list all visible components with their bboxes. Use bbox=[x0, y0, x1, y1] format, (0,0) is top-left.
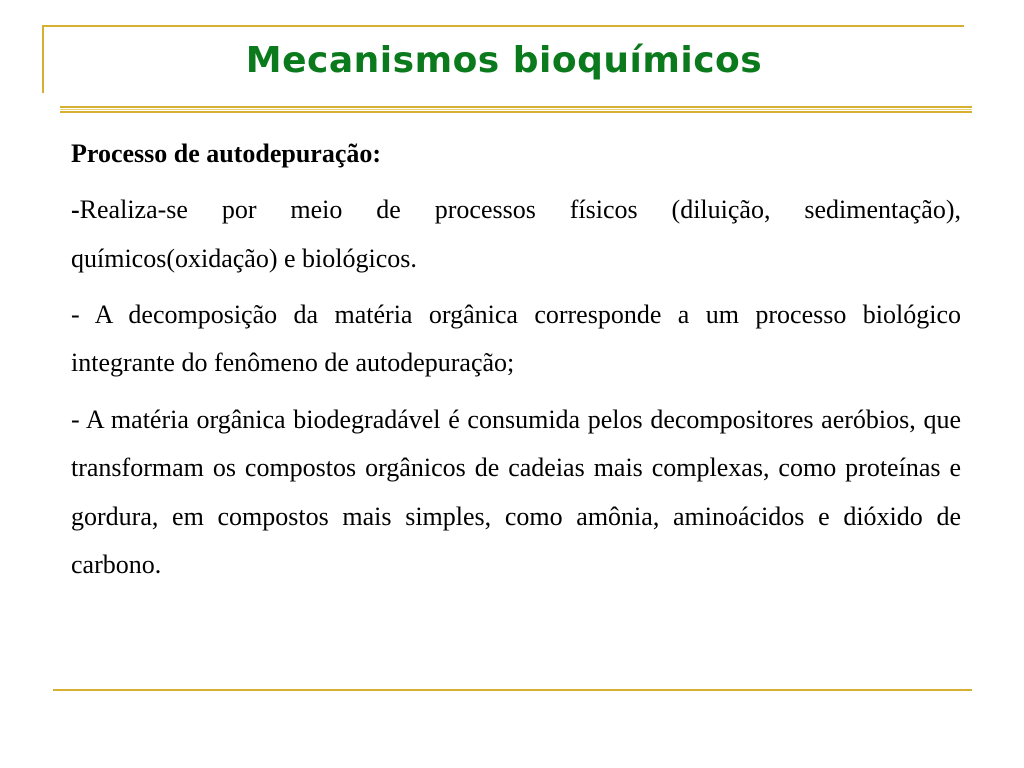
frame-top-line bbox=[42, 25, 964, 27]
title-underline bbox=[60, 106, 972, 113]
footer-rule bbox=[53, 689, 972, 691]
paragraph-text: A matéria orgânica biodegradável é consumida pelos decompositores aeróbios, que transformam os compostos orgânicos de cadeias mais complexas, como proteínas e gordura, em compostos mais simples, como amônia, aminoácidos e dióxido de carbono. bbox=[71, 404, 961, 579]
slide-body bbox=[71, 130, 961, 597]
slide-title: Mecanismos bioquímicos bbox=[245, 40, 763, 81]
paragraph-2 bbox=[71, 291, 961, 388]
paragraph-3 bbox=[71, 396, 961, 589]
paragraph-text: A decomposição da matéria orgânica corresponde a um processo biológico integrante do fenômeno de autodepuração; bbox=[71, 300, 962, 378]
bullet-dash: - bbox=[71, 195, 80, 225]
section-heading: Processo de autodepuração: bbox=[71, 139, 382, 168]
paragraph-1 bbox=[71, 186, 961, 283]
paragraph-text: Realiza-se por meio de processos físicos (diluição, sedimentação), químicos(oxidação) e biológicos. bbox=[71, 195, 961, 273]
bullet-dash: - bbox=[71, 300, 95, 330]
bullet-dash: - bbox=[71, 404, 86, 434]
